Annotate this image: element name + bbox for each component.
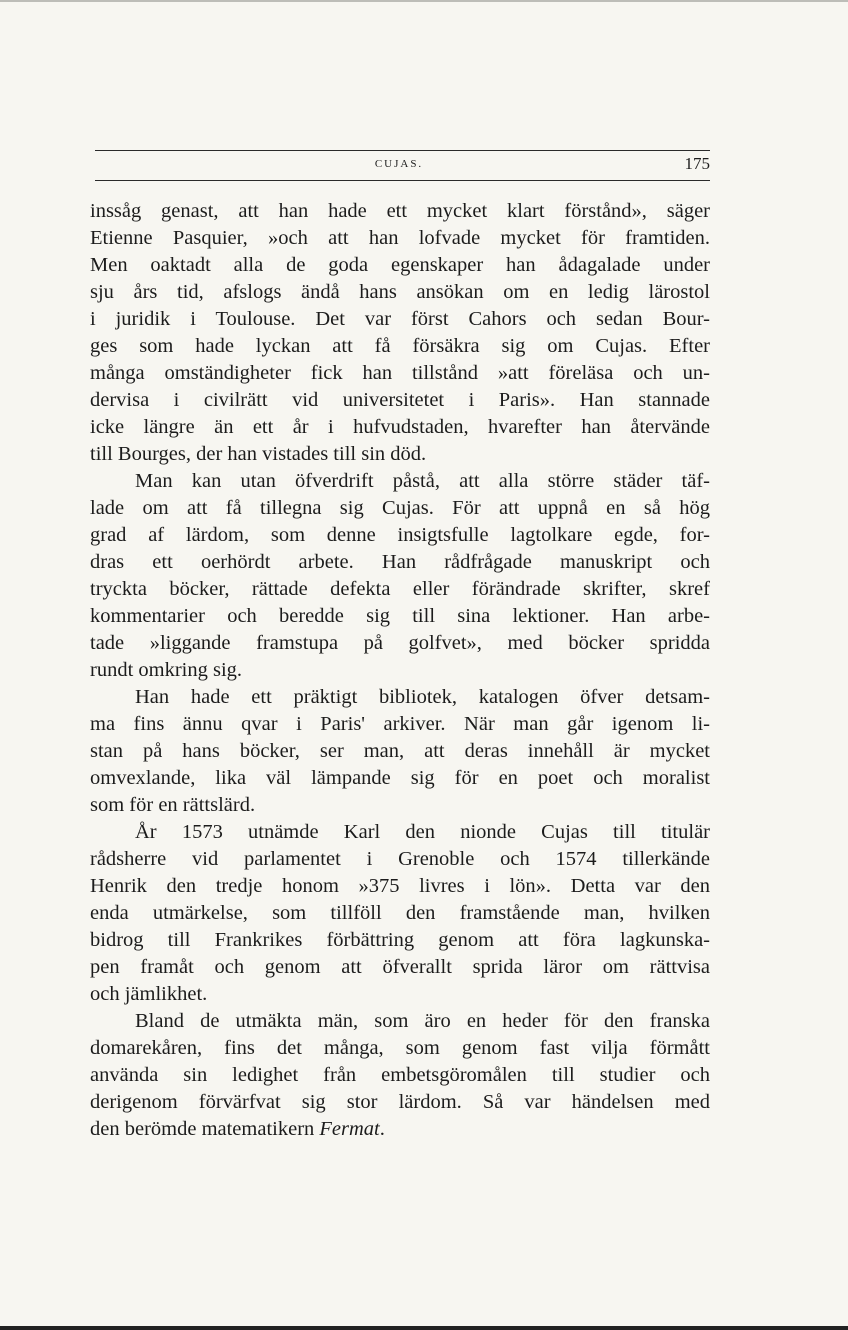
paragraph-2	[90, 468, 710, 684]
text-line: som för en rättslärd.	[90, 794, 256, 816]
text-line: rådsherre vid parlamentet i Grenoble och 1574 tillerkände	[90, 848, 710, 870]
text-line: i juridik i Toulouse. Det var först Cahors och sedan Bour-	[90, 308, 710, 330]
text-line: tade »liggande framstupa på golfvet», med böcker spridda	[90, 632, 710, 654]
text-line: stan på hans böcker, ser man, att deras innehåll är mycket	[90, 740, 710, 762]
text-line: kommentarier och beredde sig till sina lektioner. Han arbe-	[90, 605, 710, 627]
final-line-suffix: .	[379, 1118, 385, 1140]
text-line: derigenom förvärfvat sig stor lärdom. Så var händelsen med	[90, 1091, 710, 1113]
text-line: pen framåt och genom att öfverallt sprida läror om rättvisa	[90, 956, 710, 978]
running-title: CUJAS.	[374, 158, 424, 170]
text-line: dervisa i civilrätt vid universitetet i Paris». Han stannade	[90, 389, 710, 411]
text-line: grad af lärdom, som denne insigtsfulle lagtolkare egde, for-	[90, 524, 710, 546]
paragraph-3	[90, 684, 710, 819]
text-line: tryckta böcker, rättade defekta eller förändrade skrifter, skref	[90, 578, 710, 600]
text-line: använda sin ledighet från embetsgöromålen till studier och	[90, 1064, 710, 1086]
text-line: Henrik den tredje honom »375 livres i lön». Detta var den	[90, 875, 710, 897]
text-line: inssåg genast, att han hade ett mycket klart förstånd», säger	[90, 200, 710, 222]
text-line: och jämlikhet.	[90, 983, 208, 1005]
paragraph-5	[90, 1008, 710, 1143]
text-line: bidrog till Frankrikes förbättring genom att föra lagkunska-	[90, 929, 710, 951]
page-bottom-edge	[0, 1326, 848, 1330]
text-line: Etienne Pasquier, »och att han lofvade mycket för framtiden.	[90, 227, 710, 249]
page-number: 175	[684, 154, 710, 173]
paragraph-4	[90, 819, 710, 1008]
text-line: många omständigheter fick han tillstånd »att föreläsa och un-	[90, 362, 710, 384]
header-rule-bottom	[95, 180, 710, 181]
text-line: ges som hade lyckan att få försäkra sig om Cujas. Efter	[90, 335, 710, 357]
text-line: omvexlande, lika väl lämpande sig för en poet och moralist	[90, 767, 710, 789]
italic-name-fermat: Fermat	[319, 1118, 380, 1140]
text-line: Han hade ett präktigt bibliotek, katalogen öfver detsam-	[135, 686, 710, 708]
text-line: Bland de utmäkta män, som äro en heder för den franska	[135, 1010, 710, 1032]
text-line: Men oaktadt alla de goda egenskaper han ådagalade under	[90, 254, 710, 276]
text-line: rundt omkring sig.	[90, 659, 243, 681]
text-line: ma fins ännu qvar i Paris' arkiver. När man går igenom li-	[90, 713, 710, 735]
text-line: domarekåren, fins det många, som genom fast vilja förmått	[90, 1037, 710, 1059]
text-line: till Bourges, der han vistades till sin död.	[90, 443, 427, 465]
text-line: enda utmärkelse, som tillföll den framstående man, hvilken	[90, 902, 710, 924]
header-rule-top	[95, 150, 710, 151]
text-line: dras ett oerhördt arbete. Han rådfrågade manuskript och	[90, 551, 710, 573]
text-line: År 1573 utnämde Karl den nionde Cujas till titulär	[135, 821, 710, 843]
paragraph-1	[90, 198, 710, 468]
text-line: icke längre än ett år i hufvudstaden, hvarefter han återvände	[90, 416, 710, 438]
text-line: Man kan utan öfverdrift påstå, att alla större städer täf-	[135, 470, 710, 492]
text-line: sju års tid, afslogs ändå hans ansökan om en ledig lärostol	[90, 281, 710, 303]
text-line: lade om att få tillegna sig Cujas. För att uppnå en så hög	[90, 497, 710, 519]
final-line-prefix: den berömde matematikern	[90, 1118, 320, 1140]
body-text	[90, 198, 710, 1143]
page-top-edge	[0, 0, 848, 2]
final-text-line	[90, 1116, 710, 1143]
